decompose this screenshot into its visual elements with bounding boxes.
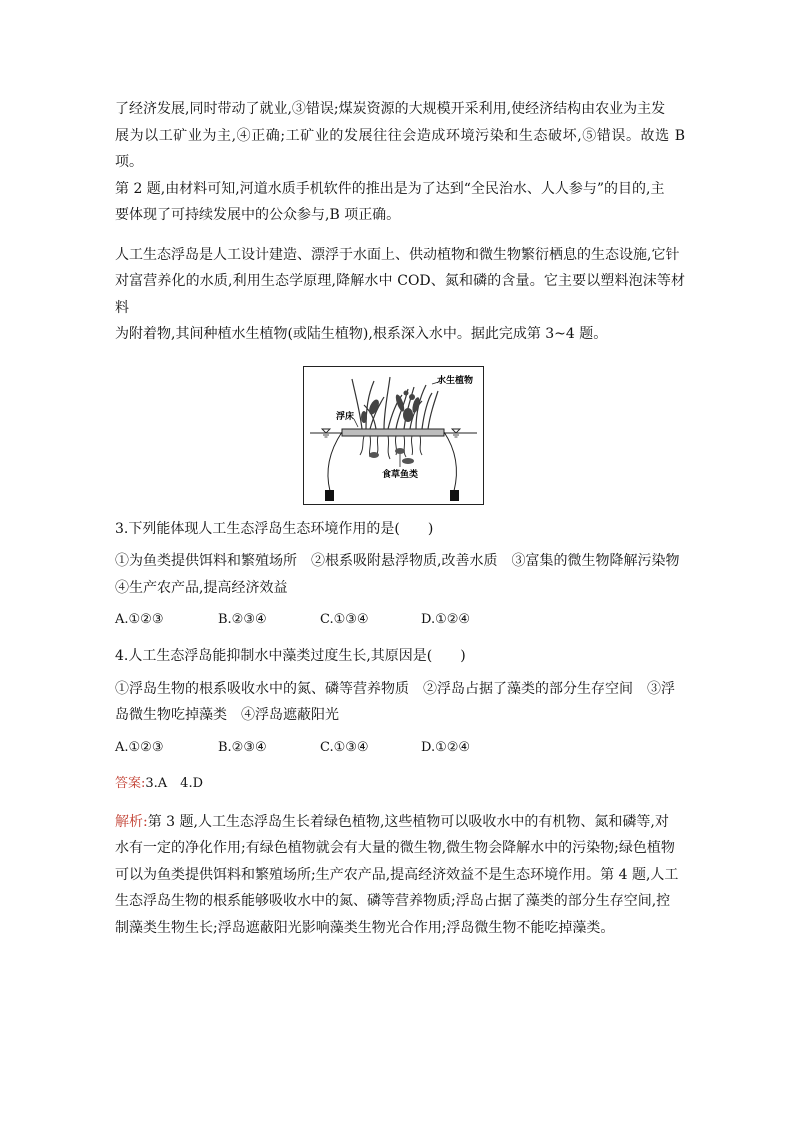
- answer-options: [115, 607, 685, 633]
- text-line: 展为以工矿业为主,④正确;工矿业的发展往往会造成环境污染和生态破坏,⑤错误。故选 B 项。: [115, 127, 685, 170]
- material-paragraph: [115, 242, 685, 348]
- text-line: 为附着物,其间种植水生植物(或陆生植物),根系深入水中。据此完成第 3~4 题。: [115, 326, 608, 342]
- question-items: ①为鱼类提供饵料和繁殖场所 ②根系吸附悬浮物质,改善水质 ③富集的微生物降解污染物: [115, 553, 680, 569]
- question-stem: 4.人工生态浮岛能抑制水中藻类过度生长,其原因是( ): [115, 648, 466, 664]
- option-d[interactable]: D.①②④: [421, 612, 471, 627]
- question-4: [115, 643, 685, 761]
- analysis-paragraph: [115, 809, 685, 942]
- question-stem: 3.下列能体现人工生态浮岛生态环境作用的是( ): [115, 520, 434, 537]
- text-line: 制藻类生物生长;浮岛遮蔽阳光影响藻类生物光合作用;浮岛微生物不能吃掉藻类。: [115, 919, 615, 936]
- question-items: 岛微生物吃掉藻类 ④浮岛遮蔽阳光: [115, 707, 339, 723]
- anchor-block-left: [325, 490, 334, 501]
- answer-text: 3.A 4.D: [145, 775, 204, 791]
- option-c[interactable]: C.①③④: [320, 612, 369, 627]
- text-line: 水有一定的净化作用;有绿色植物就会有大量的微生物,微生物会降解水中的污染物;绿色植物: [115, 840, 675, 856]
- text-line: 要体现了可持续发展中的公众参与,B 项正确。: [115, 207, 401, 223]
- option-a[interactable]: A.①②③: [115, 739, 164, 755]
- option-c[interactable]: C.①③④: [320, 739, 369, 755]
- float-bed: [342, 429, 444, 436]
- option-b[interactable]: B.②③④: [218, 739, 267, 755]
- anchor-line-right: [444, 432, 456, 491]
- text-line: 了经济发展,同时带动了就业,③错误;煤炭资源的大规模开采利用,使经济结构由农业为主发: [115, 101, 666, 117]
- text-line: [115, 809, 685, 836]
- label-herbivorous-fish: 食草鱼类: [382, 469, 419, 480]
- text-line: 生态浮岛生物的根系能够吸收水中的氮、磷等营养物质;浮岛占据了藻类的部分生存空间,控: [115, 893, 671, 909]
- analysis-first-line: 第 3 题,人工生态浮岛生长着绿色植物,这些植物可以吸收水中的有机物、氮和磷等,对: [147, 813, 669, 830]
- question-3: [115, 516, 685, 634]
- option-b[interactable]: B.②③④: [218, 612, 267, 627]
- anchor-line-left: [328, 432, 342, 491]
- question-items: ①浮岛生物的根系吸收水中的氮、磷等营养物质 ②浮岛占据了藻类的部分生存空间 ③浮: [115, 680, 675, 697]
- label-aquatic-plants: 水生植物: [437, 375, 474, 386]
- option-d[interactable]: D.①②④: [421, 739, 471, 755]
- leader-line-float: [354, 419, 358, 427]
- anchor-block-right: [450, 490, 459, 501]
- answer-label: 答案:: [115, 775, 146, 791]
- text-line: 可以为鱼类提供饵料和繁殖场所;生产农产品,提高经济效益不是生态环境作用。第 4 题,人工: [115, 866, 679, 883]
- option-a[interactable]: A.①②③: [115, 612, 164, 627]
- diagram-svg: [304, 367, 483, 504]
- floating-island-diagram: [303, 366, 484, 505]
- label-float-bed: 浮床: [336, 411, 355, 422]
- intro-paragraph: [115, 96, 685, 229]
- text-line: 人工生态浮岛是人工设计建造、漂浮于水面上、供动植物和微生物繁衍栖息的生态设施,它针: [115, 246, 680, 263]
- answer-options: [115, 735, 685, 761]
- document-page: [115, 96, 685, 941]
- text-line: 第 2 题,由材料可知,河道水质手机软件的推出是为了达到“全民治水、人人参与”的目的,主: [115, 180, 665, 197]
- question-items: ④生产农产品,提高经济效益: [115, 579, 288, 596]
- text-line: 对富营养化的水质,利用生态学原理,降解水中 COD、氮和磷的含量。它主要以塑料泡沫等材料: [115, 273, 685, 316]
- analysis-label: 解析:: [115, 813, 148, 830]
- figure-container: [115, 366, 685, 516]
- fish-icons: [369, 448, 414, 464]
- answer-line: [115, 771, 685, 797]
